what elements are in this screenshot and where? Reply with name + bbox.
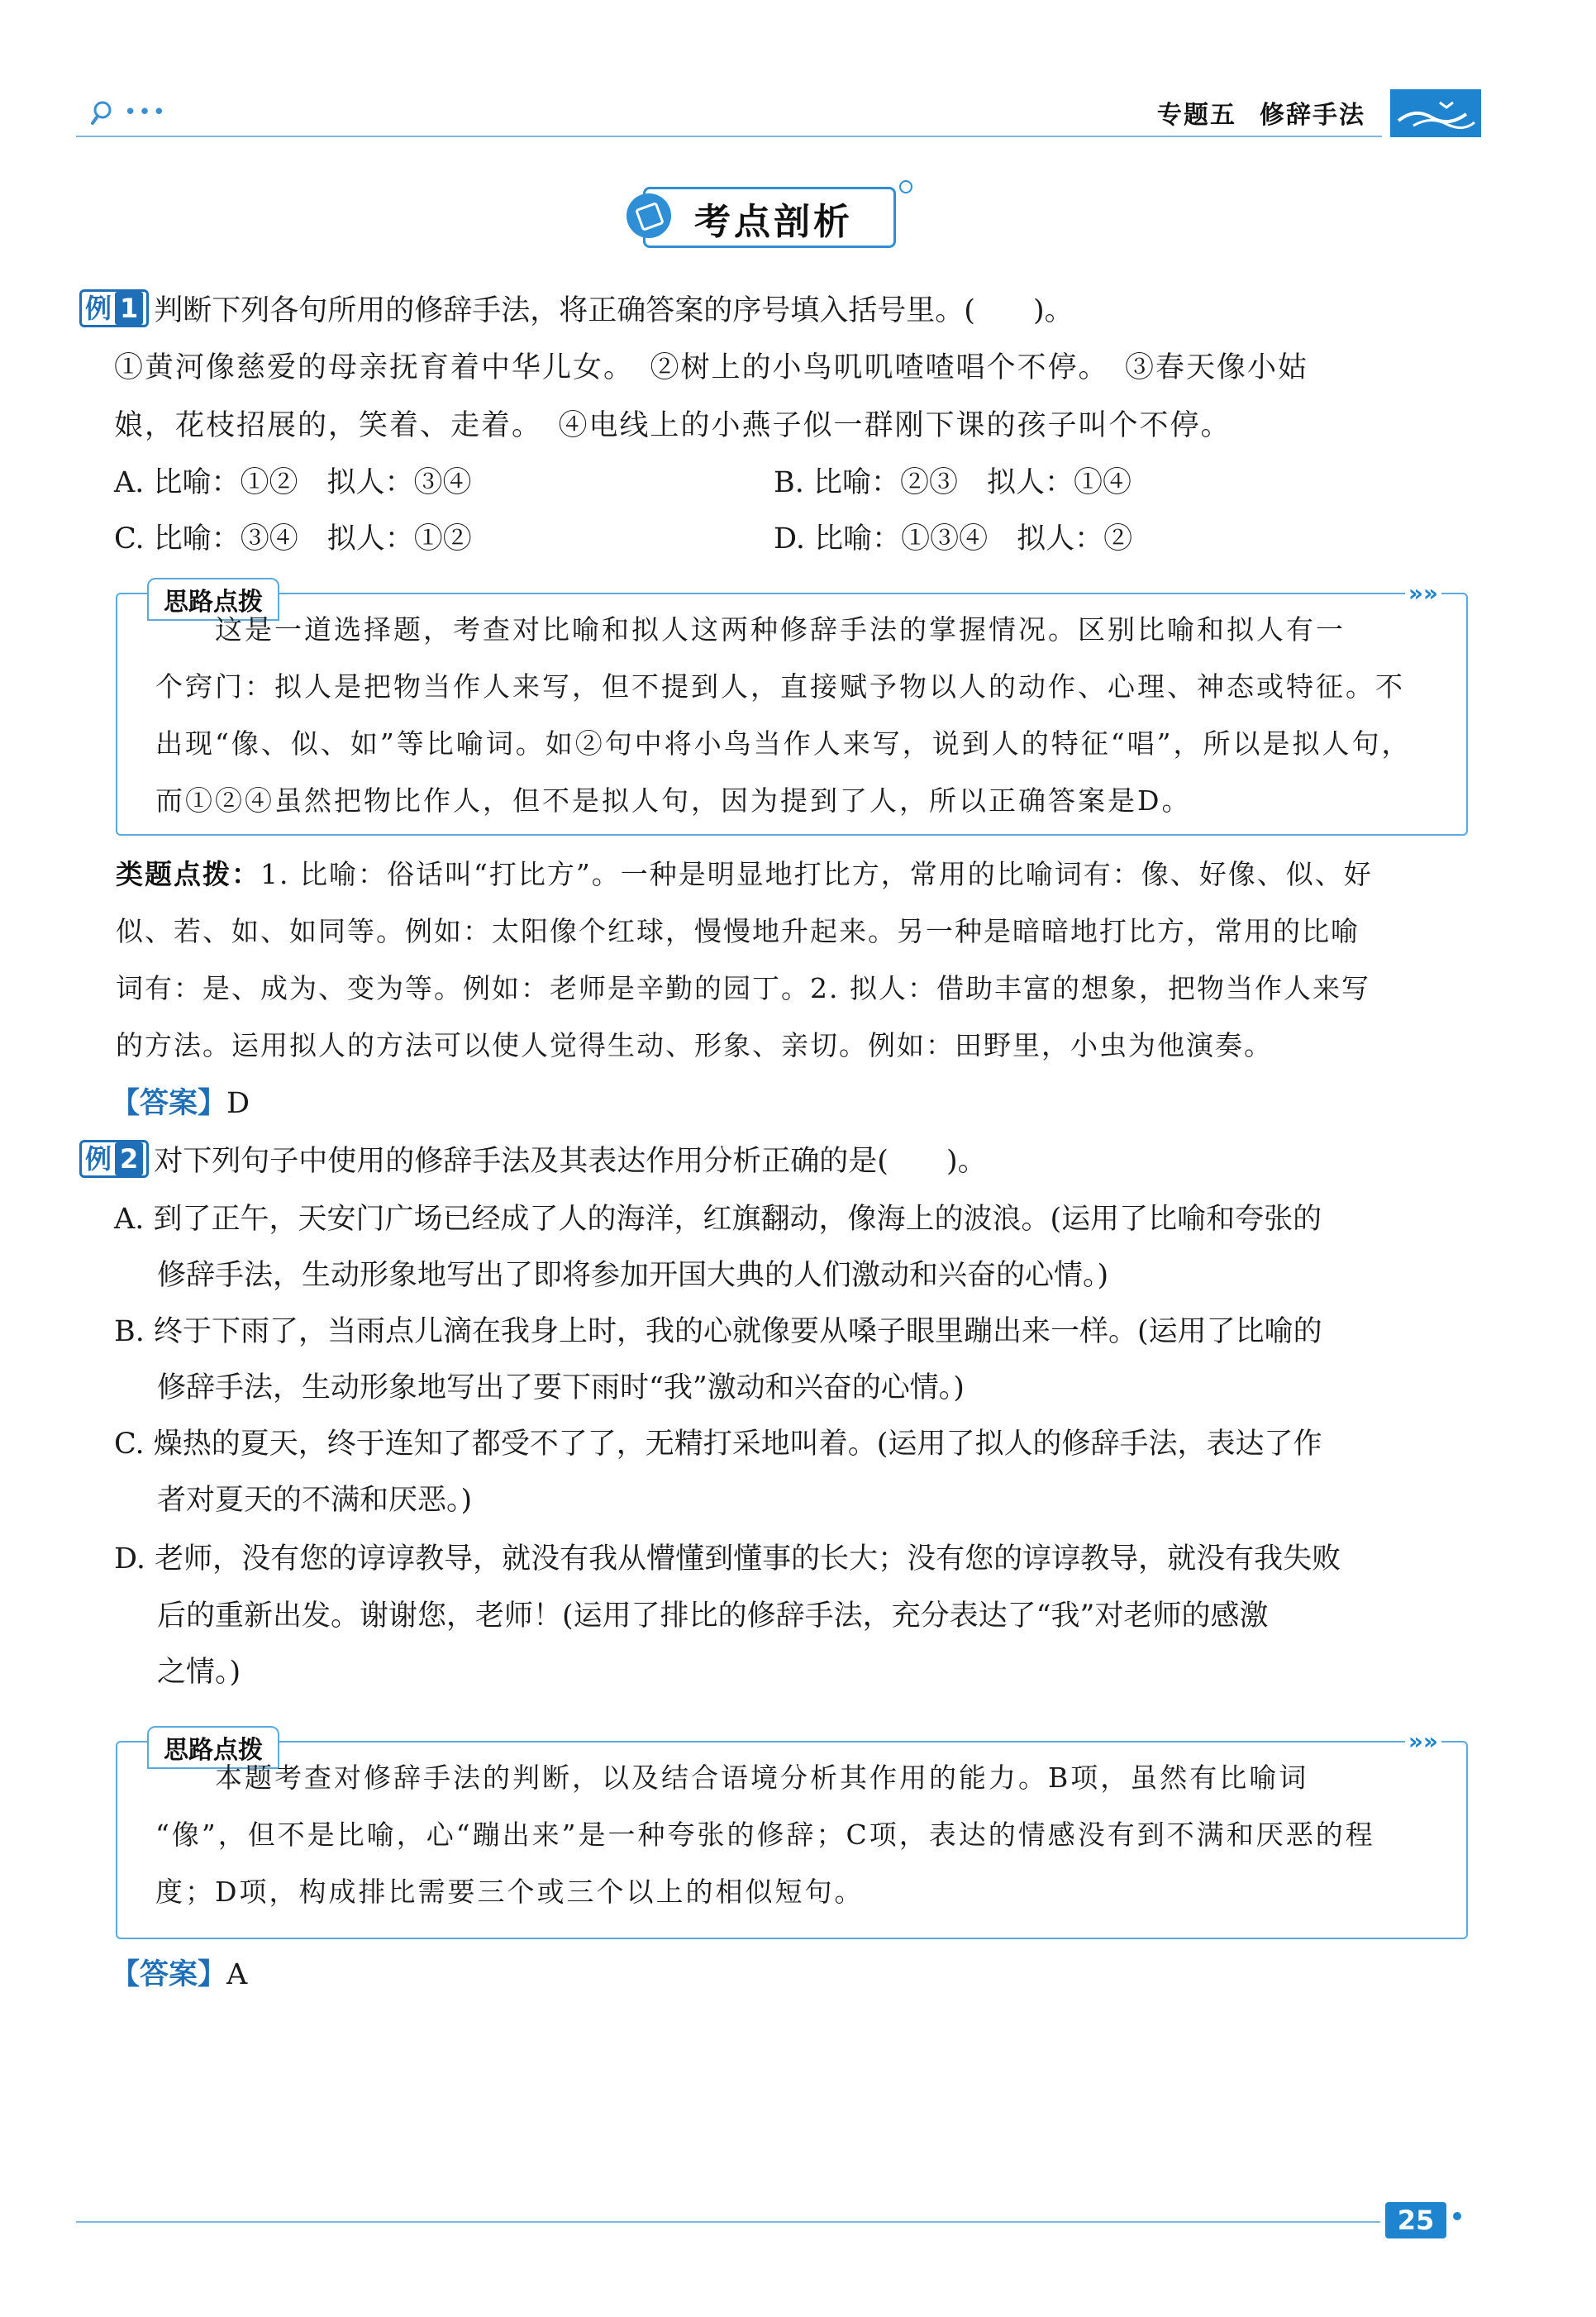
- example1-sentences-line2: 娘，花枝招展的，笑着、走着。 ④电线上的小燕子似一群刚下课的孩子叫个不停。: [114, 409, 1232, 442]
- example2-hint-box: [116, 1728, 1468, 1939]
- example2-option-a-line2: 修辞手法，生动形象地写出了即将参加开国大典的人们激动和兴奋的心情。): [157, 1259, 1109, 1292]
- example2-answer-label: 【答案】: [111, 1958, 227, 1991]
- header-rule: [76, 136, 1382, 137]
- example2-option-c-line2: 者对夏天的不满和厌恶。): [157, 1484, 473, 1517]
- example2-option-d-line3: 之情。): [157, 1656, 241, 1689]
- example1-extra-line: 词有：是、成为、变为等。例如：老师是辛勤的园丁。2. 拟人：借助丰富的想象，把物当作人来写: [116, 972, 1370, 1004]
- example1-hint-line: 出现“像、似、如”等比喻词。如②句中将小鸟当作人来写，说到人的特征“唱”，所以是拟人句，: [155, 727, 1412, 760]
- title-ring-icon: [899, 180, 912, 193]
- example2-option-b-line1: B. 终于下雨了，当雨点儿滴在我身上时，我的心就像要从嗓子眼里蹦出来一样。(运用了比喻的: [114, 1315, 1322, 1348]
- header-dots: •••: [124, 100, 168, 125]
- section-title-badge: [626, 180, 916, 251]
- header-topic: [1134, 94, 1365, 131]
- example1-answer-value: D: [226, 1087, 250, 1120]
- page-header: [76, 89, 1481, 137]
- example1-hint-arrows-icon: »»: [1405, 579, 1441, 607]
- example2-hint-title: 思路点拨: [147, 1726, 279, 1769]
- example1-answer-label: 【答案】: [111, 1087, 227, 1120]
- example2-option-d-line1: D. 老师，没有您的谆谆教导，就没有我从懵懂到懂事的长大；没有您的谆谆教导，就没有我失败: [114, 1542, 1341, 1576]
- example2-label: 例 2: [79, 1140, 149, 1178]
- example1-option-c: C. 比喻：③④ 拟人：①②: [114, 522, 472, 555]
- example1-hint-title: 思路点拨: [147, 578, 279, 621]
- example1-option-a: A. 比喻：①② 拟人：③④: [114, 466, 472, 499]
- example2-hint-line: “像”，但不是比喻，心“蹦出来”是一种夸张的修辞；C项，表达的情感没有到不满和厌恶的程: [155, 1819, 1375, 1851]
- example2-answer: [111, 1946, 247, 2004]
- topic-name: 修辞手法: [1260, 101, 1365, 130]
- example2-hint-arrows-icon: »»: [1405, 1728, 1441, 1755]
- example2-option-b-line2: 修辞手法，生动形象地写出了要下雨时“我”激动和兴奋的心情。): [157, 1371, 965, 1404]
- example2-question: [79, 1132, 1484, 1190]
- topic-number: 专题五: [1157, 101, 1236, 130]
- book-icon: [626, 193, 671, 238]
- page-dot-icon: [1453, 2212, 1461, 2220]
- example1-answer: [111, 1075, 250, 1132]
- example1-extra-line: 似、若、如、如同等。例如：太阳像个红球，慢慢地升起来。另一种是暗暗地打比方，常用的比喻: [116, 915, 1360, 947]
- example2-hint-line: 度；D项，构成排比需要三个或三个以上的相似短句。: [155, 1876, 865, 1908]
- example1-hint-line: 这是一道选择题，考查对比喻和拟人这两种修辞手法的掌握情况。区别比喻和拟人有一: [155, 613, 1346, 646]
- example1-sentences-line1: ①黄河像慈爱的母亲抚育着中华儿女。 ②树上的小鸟叽叽喳喳唱个不停。 ③春天像小姑: [114, 351, 1309, 384]
- page-number: 25: [1385, 2202, 1446, 2238]
- example1-question: [79, 282, 1484, 340]
- example2-option-d-line2: 后的重新出发。谢谢您，老师！(运用了排比的修辞手法，充分表达了“我”对老师的感激: [157, 1599, 1269, 1633]
- example1-hint-line: 而①②④虽然把物比作人，但不是拟人句，因为提到了人，所以正确答案是D。: [155, 784, 1192, 817]
- search-icon: [91, 99, 117, 126]
- example1-question-text: 判断下列各句所用的修辞手法，将正确答案的序号填入括号里。( )。: [154, 294, 1074, 327]
- example2-option-c-line1: C. 燥热的夏天，终于连知了都受不了了，无精打采地叫着。(运用了拟人的修辞手法，表达了作: [114, 1428, 1322, 1461]
- example1-option-b: B. 比喻：②③ 拟人：①④: [774, 466, 1131, 499]
- example1-extra-line: 的方法。运用拟人的方法可以使人觉得生动、形象、亲切。例如：田野里，小虫为他演奏。: [116, 1029, 1273, 1061]
- example1-hint-line: 个窍门：拟人是把物当作人来写，但不提到人，直接赋予物以人的动作、心理、神态或特征。不: [155, 670, 1405, 703]
- example2-question-text: 对下列句子中使用的修辞手法及其表达作用分析正确的是( )。: [154, 1145, 987, 1178]
- example1-label: 例 1: [79, 289, 149, 327]
- example2-answer-value: A: [226, 1958, 248, 1991]
- section-title: 考点剖析: [694, 201, 853, 243]
- example1-option-d: D. 比喻：①③④ 拟人：②: [774, 522, 1133, 555]
- example1-hint-box: [116, 579, 1468, 836]
- example2-option-a-line1: A. 到了正午，天安门广场已经成了人的海洋，红旗翻动，像海上的波浪。(运用了比喻和夸张的: [114, 1203, 1322, 1236]
- wave-bird-icon: [1390, 89, 1481, 137]
- example1-extra-line: 类题点拨：1. 比喻：俗话叫“打比方”。一种是明显地打比方，常用的比喻词有：像、好像、似、好: [116, 858, 1373, 890]
- example1-extra-label: 类题点拨：: [116, 858, 260, 890]
- example2-hint-line: 本题考查对修辞手法的判断，以及结合语境分析其作用的能力。B项，虽然有比喻词: [155, 1762, 1309, 1794]
- footer-rule: [76, 2221, 1380, 2223]
